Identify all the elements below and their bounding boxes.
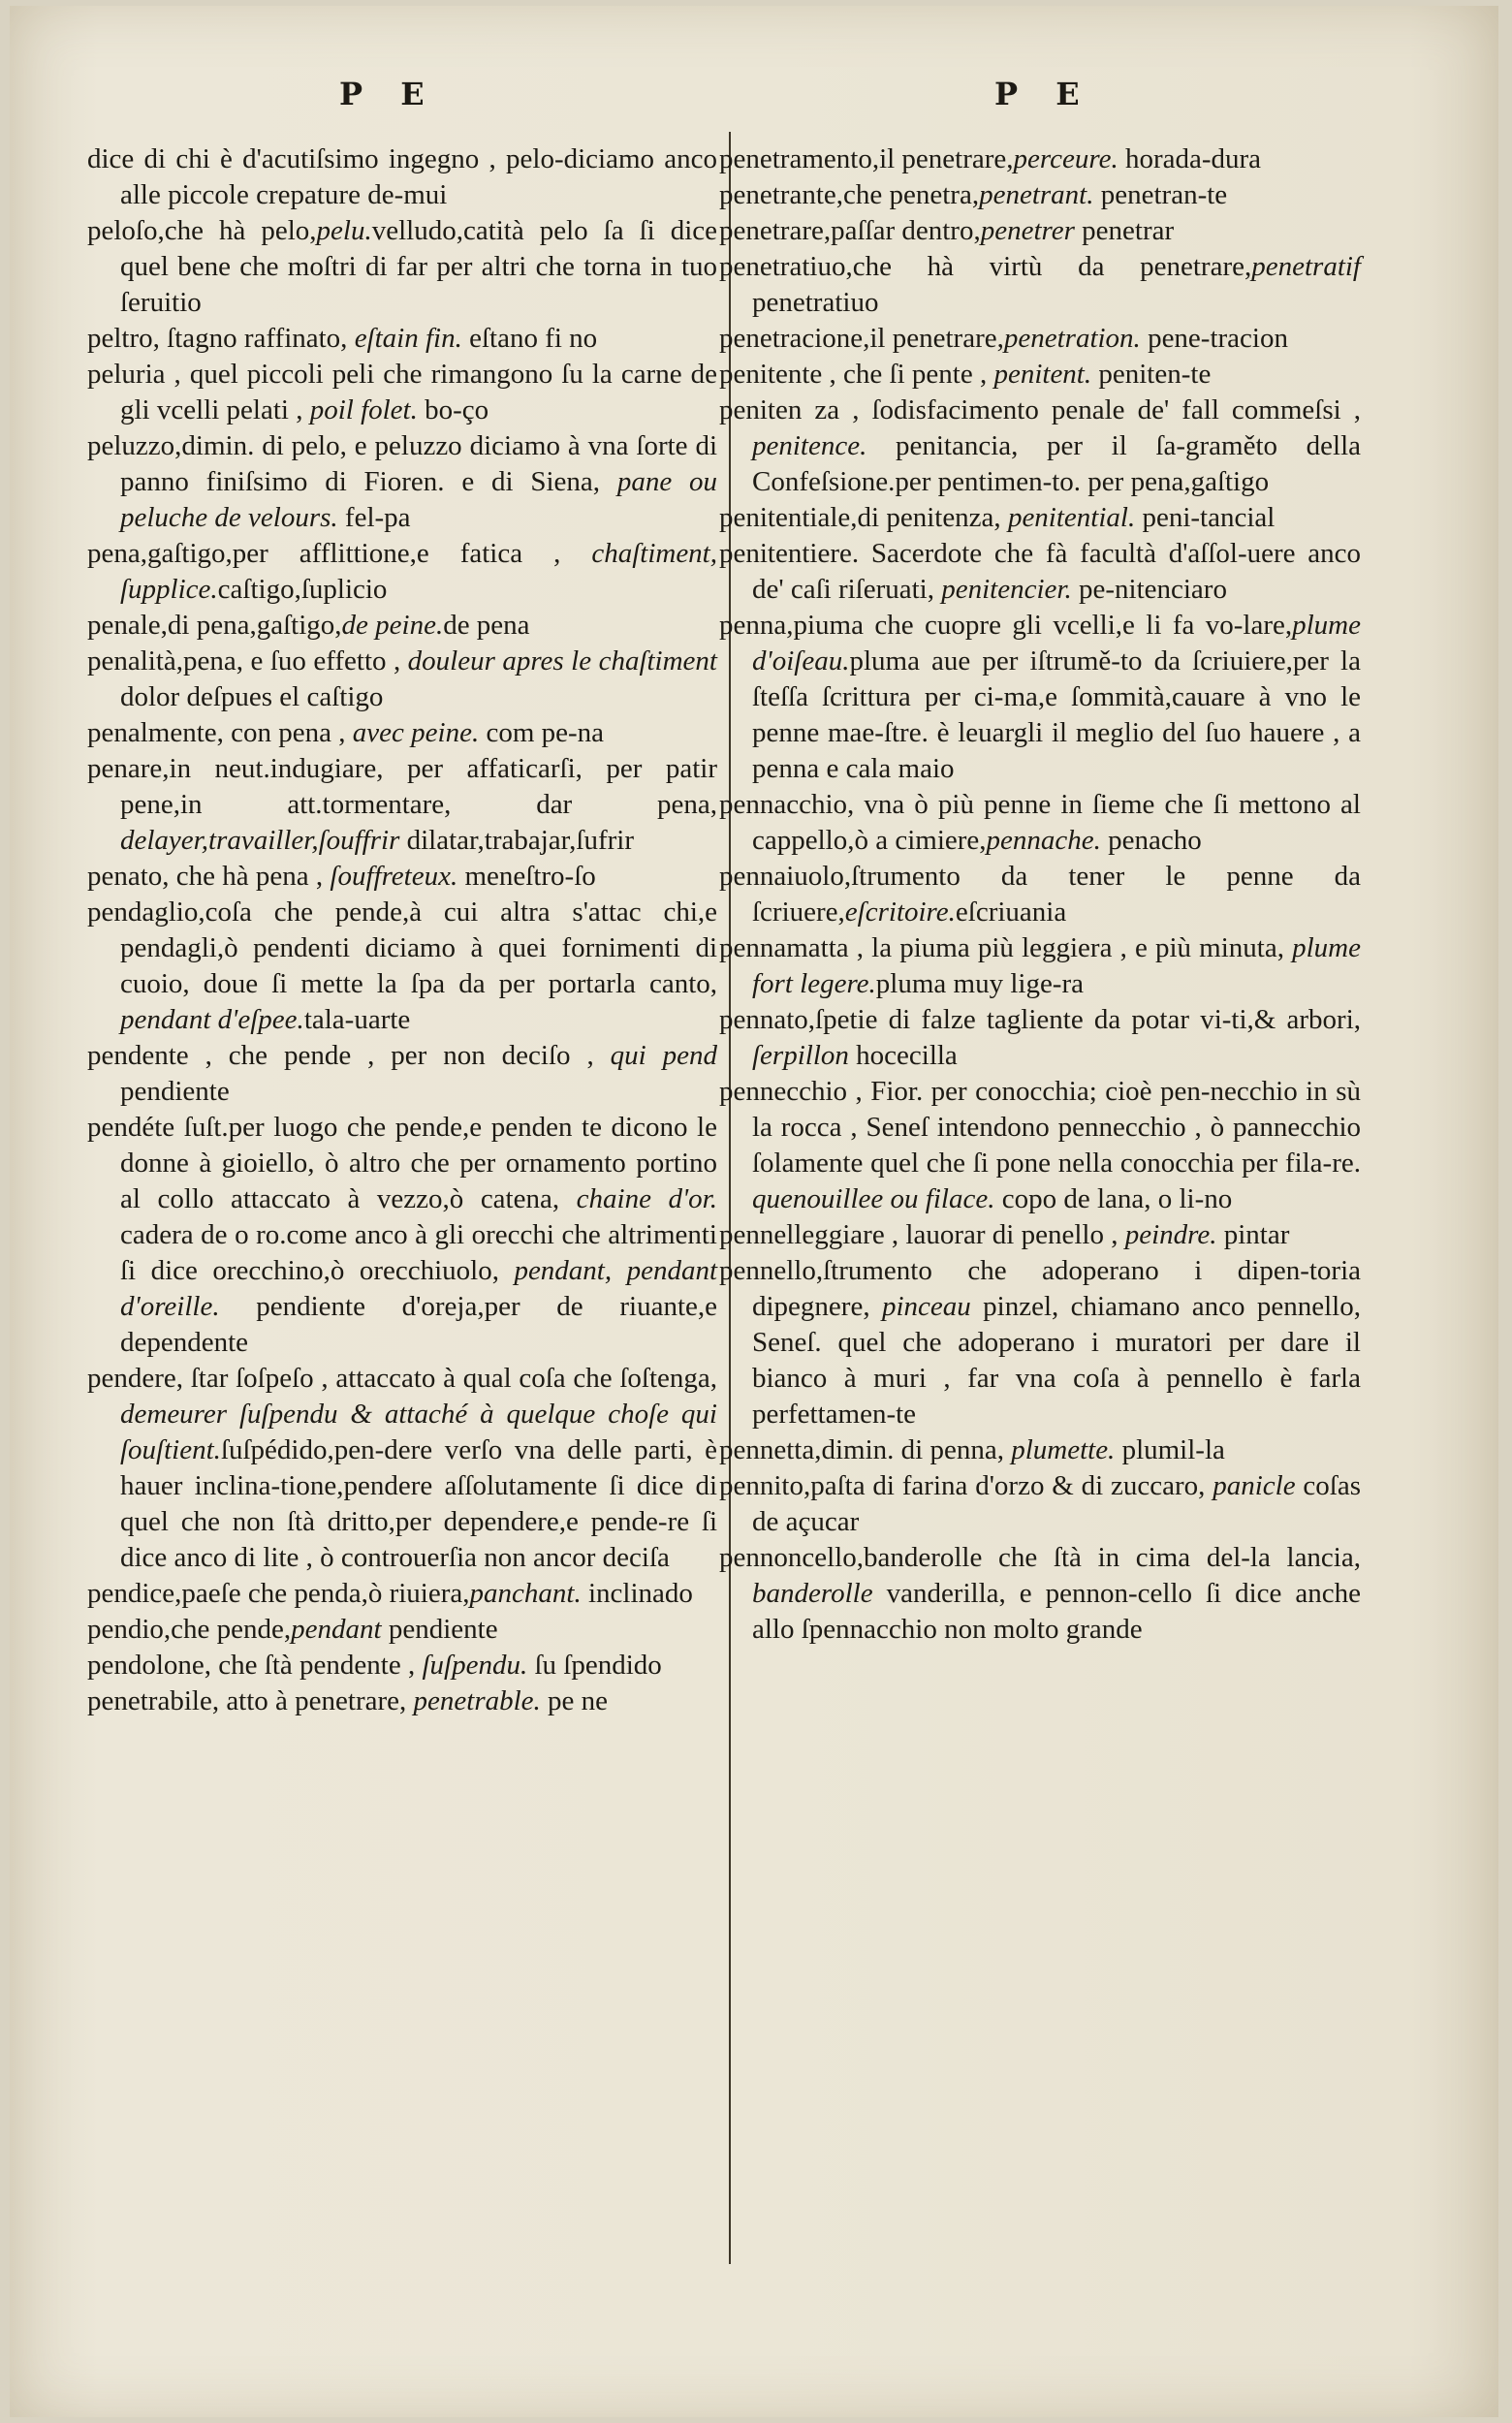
entry-text: peltro, ſtagno raffinato, [87,323,355,354]
dictionary-entry [87,1612,717,1648]
dictionary-entry [87,1648,717,1684]
left-column [87,142,717,1719]
french-equivalent: qui pend [610,1040,717,1071]
entry-text: pe ne [540,1685,609,1716]
entry-text: pennetta,dimin. di penna, [719,1434,1012,1465]
dictionary-entry [87,357,717,428]
dictionary-entry [719,1074,1361,1217]
entry-text: pendio,che pende, [87,1614,292,1645]
french-equivalent: pendant d'eſpee. [120,1004,304,1035]
entry-text: peluria , quel piccoli peli che rimangono ſu la carne de gli vcelli pelati , [87,359,717,425]
french-equivalent: pendant, pendant d'oreille. [120,1255,717,1322]
dictionary-entry [719,1217,1361,1253]
entry-text: fel-pa [337,502,411,533]
entry-text: peluzzo,dimin. di pelo, e peluzzo diciamo à vna ſorte di panno finiſsimo di Fioren. e di Siena, [87,430,717,497]
dictionary-entry [719,500,1361,536]
dictionary-entry [87,608,717,644]
french-equivalent: penetrable. [413,1685,541,1716]
french-equivalent: chaſtiment, ſupplice. [120,538,717,605]
dictionary-entry [719,249,1361,321]
entry-text: peloſo,che hà pelo, [87,215,317,246]
entry-text: pendéte ſuſt.per luogo che pende,e penden te dicono le donne à gioiello, ò altro che per ornamento portino al collo attaccato à vezzo,ò catena, [87,1112,717,1214]
entry-text: pintar [1216,1219,1290,1250]
french-equivalent: penitence. [752,430,867,461]
entry-text: pendiente [120,1076,230,1107]
dictionary-entry [719,142,1361,177]
french-equivalent: penitencier. [941,574,1072,605]
entry-text: pennato,ſpetie di falze tagliente da potar vi-ti,& arbori, [719,1004,1361,1035]
french-equivalent: pinceau [881,1291,971,1322]
entry-text: pluma muy lige-ra [875,968,1084,999]
french-equivalent: peindre. [1124,1219,1217,1250]
entry-text: eſcriuania [955,897,1067,928]
dictionary-entry [87,1684,717,1719]
french-equivalent: penetratif [1251,251,1361,282]
dictionary-page [10,6,1498,2417]
entry-text: pluma aue per iſtrumě-to da ſcriuiere,per la ſteſſa ſcrittura per ci-ma,e ſommità,cauare à vno le penne mae-ſtre. è leuargli il meglio del ſuo hauere , a penna e cala maio [752,645,1361,784]
entry-text: horada-dura [1118,143,1262,174]
entry-text: penalità,pena, e ſuo effetto , [87,645,408,677]
right-column [719,142,1361,1648]
entry-text: pe-nitenciaro [1071,574,1227,605]
entry-text: pene-tracion [1140,323,1288,354]
entry-text: dolor deſpues el caſtigo [120,681,384,712]
entry-text: pendolone, che ſtà pendente , [87,1650,423,1681]
dictionary-entry [719,930,1361,1002]
running-head-left: P E [339,76,438,112]
dictionary-entry [719,213,1361,249]
entry-text: pennoncello,banderolle che ſtà in cima del-la lancia, [719,1542,1361,1573]
entry-text: velludo,catità pelo ſa ſi dice quel bene che moſtri di far per altri che torna in tuo ſeruitio [120,215,718,318]
entry-text: pendice,paeſe che penda,ò riuiera, [87,1578,470,1609]
running-head-right: P E [994,76,1093,112]
entry-text: penacho [1100,825,1202,856]
entry-text: tala-uarte [303,1004,411,1035]
entry-text: penare,in neut.indugiare, per affaticarſi, per patir pene,in att.tormentare, dar pena, [87,753,717,820]
french-equivalent: ſerpillon [752,1040,849,1071]
dictionary-entry [87,751,717,859]
entry-text: ſu ſpendido [527,1650,662,1681]
entry-text: pendiente d'oreja,per de riuante,e dependente [120,1291,717,1358]
entry-text: de pena [443,610,530,641]
entry-text: penetracione,il penetrare, [719,323,1004,354]
french-equivalent: pane ou peluche de velours. [120,466,717,533]
dictionary-entry [719,859,1361,930]
dictionary-entry [719,321,1361,357]
french-equivalent: poil folet. [309,394,418,425]
entry-text: meneſtro-ſo [457,861,596,892]
dictionary-entry [719,1468,1361,1540]
entry-text: pinzel, chiamano anco pennello, Seneſ. quel che adoperano i muratori per dare il bianco à muri , far vna coſa à pennello è farla perfettamen-te [752,1291,1361,1430]
entry-text: pennaiuolo,ſtrumento da tener le penne da ſcriuere, [719,861,1361,928]
dictionary-entry [87,895,717,1038]
french-equivalent: penetration. [1003,323,1141,354]
entry-text: eſtano fi no [461,323,598,354]
entry-text: inclinado [581,1578,693,1609]
french-equivalent: eſtain fin. [354,323,462,354]
dictionary-entry [719,1432,1361,1468]
entry-text: pennacchio, vna ò più penne in ſieme che ſi mettono al cappello,ò a cimiere, [719,789,1361,856]
french-equivalent: plumette. [1011,1434,1116,1465]
entry-text: penitentiere. Sacerdote che fà facultà d'aſſol-uere anco de' caſi riſeruati, [719,538,1361,605]
entry-text: penetramento,il penetrare, [719,143,1014,174]
entry-text: penna,piuma che cuopre gli vcelli,e li fa vo-lare, [719,610,1293,641]
french-equivalent: plume fort legere. [752,932,1361,999]
french-equivalent: de peine. [341,610,444,641]
dictionary-entry [87,1110,717,1361]
french-equivalent: chaine d'or. [576,1183,717,1214]
entry-text: penetran-te [1093,179,1228,210]
entry-text: penetrare,paſſar dentro, [719,215,981,246]
entry-text: penitentiale,di penitenza, [719,502,1008,533]
entry-text: pendente , che pende , per non deciſo , [87,1040,611,1071]
entry-text: com pe-na [479,717,605,748]
french-equivalent: ſouffreteux. [330,861,458,892]
french-equivalent: eſcritoire. [844,897,956,928]
entry-text: pennecchio , Fior. per conocchia; cioè pen-necchio in sù la rocca , Seneſ intendono pennecchio , ò pannecchio ſolamente quel che ſi pone nella conocchia per fila-re. [719,1076,1361,1179]
french-equivalent: ſuſpendu. [422,1650,528,1681]
french-equivalent: avec peine. [352,717,480,748]
entry-text: pendere, ſtar ſoſpeſo , attaccato à qual coſa che ſoſtenga, [87,1363,717,1394]
entry-text: penetratiuo,che hà virtù da penetrare, [719,251,1252,282]
dictionary-entry [87,213,717,321]
entry-text: copo de lana, o li-no [994,1183,1233,1214]
french-equivalent: pennache. [986,825,1101,856]
entry-text: penitente , che ſi pente , [719,359,994,390]
dictionary-entry [87,644,717,715]
french-equivalent: perceure. [1013,143,1118,174]
french-equivalent: banderolle [752,1578,873,1609]
french-equivalent: panchant. [469,1578,582,1609]
entry-text: bo-ço [417,394,489,425]
dictionary-entry [87,1038,717,1110]
entry-text: coſas de açucar [752,1470,1361,1537]
dictionary-entry [719,393,1361,500]
dictionary-entry [87,1576,717,1612]
entry-text: penalmente, con pena , [87,717,353,748]
dictionary-entry [87,1361,717,1576]
dictionary-entry [87,536,717,608]
dictionary-entry [719,536,1361,608]
entry-text: peni-tancial [1135,502,1276,533]
french-equivalent: douleur apres le chaſtiment [407,645,717,677]
entry-text: dice di chi è d'acutiſsimo ingegno , pelo-diciamo anco alle piccole crepature de-mui [87,143,717,210]
dictionary-entry [87,859,717,895]
entry-text: pendiente [381,1614,498,1645]
entry-text: peniten-te [1091,359,1212,390]
dictionary-entry [719,608,1361,787]
french-equivalent: delayer,travailler,ſouffrir [120,825,400,856]
entry-text: cadera de o ro.come anco à gli orecchi che altrimenti ſi dice orecchino,ò orecchiuolo, [120,1219,717,1286]
entry-text: pennito,paſta di farina d'orzo & di zuccaro, [719,1470,1213,1501]
entry-text: pennelleggiare , lauorar di penello , [719,1219,1125,1250]
entry-text: pendaglio,coſa che pende,à cui altra s'attac chi,e pendagli,ò pendenti diciamo à quei fornimenti di cuoio, doue ſi mette la ſpa da per portarla canto, [87,897,717,999]
dictionary-entry [87,428,717,536]
dictionary-entry [719,1002,1361,1074]
french-equivalent: quenouillee ou filace. [752,1183,995,1214]
entry-text: penale,di pena,gaſtigo, [87,610,342,641]
entry-text: peniten za , ſodisfacimento penale de' fall commeſsi , [719,394,1361,425]
french-equivalent: pelu. [316,215,372,246]
dictionary-entry [87,321,717,357]
entry-text: penetrante,che penetra, [719,179,980,210]
french-equivalent: pendant [291,1614,382,1645]
french-equivalent: panicle [1213,1470,1296,1501]
dictionary-entry [719,1540,1361,1648]
dictionary-entry [719,1253,1361,1432]
entry-text: hocecilla [848,1040,958,1071]
dictionary-entry [87,142,717,213]
french-equivalent: penetrer [980,215,1075,246]
entry-text: caſtigo,ſuplicio [217,574,388,605]
dictionary-entry [719,787,1361,859]
entry-text: penetrar [1074,215,1175,246]
entry-text: penetratiuo [752,287,879,318]
french-equivalent: penetrant. [979,179,1094,210]
entry-text: dilatar,trabajar,ſufrir [399,825,635,856]
dictionary-entry [87,715,717,751]
entry-text: pennello,ſtrumento che adoperano i dipen-toria dipegnere, [719,1255,1361,1322]
entry-text: ſuſpédido,pen-dere verſo vna delle parti, è hauer inclina-tione,pendere aſſolutamente ſi dice di quel che non ſtà dritto,per dependere,e pende-re ſi dice anco di lite , ò controuerſia non ancor deciſa [120,1434,717,1573]
french-equivalent: penitential. [1007,502,1136,533]
french-equivalent: penitent. [993,359,1092,390]
entry-text: plumil-la [1115,1434,1225,1465]
french-equivalent: plume d'oiſeau. [752,610,1361,677]
dictionary-entry [719,357,1361,393]
entry-text: vanderilla, e pennon-cello ſi dice anche allo ſpennacchio non molto grande [752,1578,1361,1645]
entry-text: penitancia, per il ſa-graměto della Confeſsione.per pentimen-to. per pena,gaſtigo [752,430,1361,497]
entry-text: pennamatta , la piuma più leggiera , e più minuta, [719,932,1293,963]
entry-text: pena,gaſtigo,per afflittione,e fatica , [87,538,592,569]
entry-text: penetrabile, atto à penetrare, [87,1685,414,1716]
dictionary-entry [719,177,1361,213]
entry-text: penato, che hà pena , [87,861,331,892]
french-equivalent: demeurer ſuſpendu & attaché à quelque choſe qui ſouſtient. [120,1399,717,1465]
